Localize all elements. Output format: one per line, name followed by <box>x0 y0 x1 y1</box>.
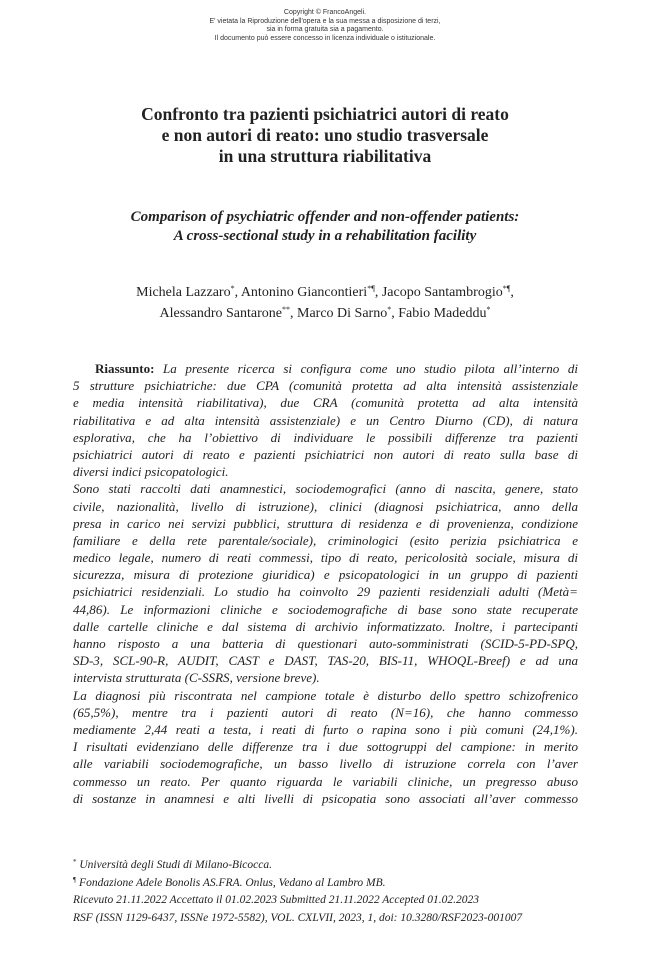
copyright-line: Il documento può essere concesso in licenza individuale o istituzionale. <box>214 34 436 42</box>
abstract-line: dalle cartelle cliniche e dal sistema di archivio informatizzato. Inoltre, i partecipanti <box>73 618 578 634</box>
title-line: A cross-sectional study in a rehabilitation facility <box>173 227 477 244</box>
author-line: Michela Lazzaro*, Antonino Giancontieri*¶, Jacopo Santambrogio*¶, <box>136 284 514 300</box>
abstract-line: intervista strutturata (C-SSRS, versione breve). <box>73 670 320 686</box>
author-mark: * <box>486 305 491 314</box>
received-dates: Ricevuto 21.11.2022 Accettato il 01.02.2023 Submitted 21.11.2022 Accepted 01.02.2023 <box>73 894 480 906</box>
title-line: e non autori di reato: uno studio trasversale <box>161 125 489 145</box>
title-english <box>40 208 610 245</box>
title-line: Comparison of psychiatric offender and non-offender patients: <box>130 209 520 225</box>
abstract-line: alle variabili sociodemografiche, un basso livello di istruzione correla con l’aver <box>73 756 578 772</box>
abstract-line: psichiatrici autori di reato e pazienti psichiatrici non autori di reato sulla base di <box>73 446 578 462</box>
author-line: Alessandro Santarone**, Marco Di Sarno*, Fabio Madeddu* <box>159 305 491 321</box>
abstract-line: 5 strutture psichiatriche: due CPA (comunità protetta ad alta intensità assistenziale <box>73 378 578 394</box>
abstract-line: e media intensità riabilitativa), due CRA (comunità protetta ad alta intensità <box>73 395 578 411</box>
author-mark: *¶ <box>367 284 375 293</box>
footnote-mark: * <box>73 858 77 866</box>
footnote-text: Fondazione Adele Bonolis AS.FRA. Onlus, Vedano al Lambro MB. <box>79 876 386 889</box>
abstract-line: Sono stati raccolti dati anamnestici, sociodemografici (anno di nascita, genere, stato <box>73 481 578 497</box>
abstract-line: 44,86). Le informazioni cliniche e sociodemografiche di base sono state recuperate <box>73 601 578 617</box>
author-mark: ** <box>282 305 290 314</box>
abstract-line: mediamente 2,44 reati a testa, i reati di furto o rapina sono i più comuni (24,1%). <box>73 721 578 737</box>
author-name: Alessandro Santarone <box>159 306 282 321</box>
abstract-line: riabilitativa e ad alta intensità assistenziale) e un Centro Diurno (CD), di natura <box>73 412 578 428</box>
author-name: Fabio Madeddu <box>398 306 487 321</box>
author-name: Marco Di Sarno <box>297 306 388 321</box>
footnote-affiliation <box>73 857 578 875</box>
copyright-notice <box>0 9 650 43</box>
abstract-line: (65,5%), mentre tra i pazienti autori di reato (N=16), che hanno commesso <box>73 704 578 720</box>
abstract-line: I risultati evidenziano delle differenze tra i due sottogruppi del campione: in merito <box>73 739 578 755</box>
abstract-line: civile, nazionalità, livello di istruzione), clinici (diagnosi psichiatrica, anno della <box>73 498 578 514</box>
abstract-line: psichiatrici residenziali. Lo studio ha coinvolto 29 pazienti residenziali adulti (Metà= <box>73 584 578 600</box>
author-mark: * <box>230 284 235 293</box>
author-mark: *¶ <box>502 284 511 293</box>
footnote-affiliation <box>73 875 578 893</box>
abstract-line: sicurezza, misura di protezione giuridica) e psicopatologici in un gruppo di pazienti <box>73 567 578 583</box>
abstract-line: di sostanze in anamnesi e alti livelli di psicopatia sono associati all’aver commesso <box>73 790 578 806</box>
footnotes <box>73 857 578 927</box>
title-line: in una struttura riabilitativa <box>218 146 432 166</box>
abstract-line: esplorativa, che ha l’obiettivo di individuare le possibili differenze tra pazienti <box>73 429 578 445</box>
abstract-line: diversi indici psicopatologici. <box>73 464 229 480</box>
abstract-line: medico legale, numero di reati commessi, tipo di reato, pericolosità sociale, misura di <box>73 550 578 566</box>
abstract-line <box>73 360 578 377</box>
copyright-line: Copyright © FrancoAngeli. <box>283 9 367 16</box>
abstract-line: commesso un reato. Per quanto riguarda le variabili cliniche, un pregresso abuso <box>73 773 578 789</box>
abstract-line: presa in carico nei servizi pubblici, struttura di residenza e di provenienza, condizione <box>73 515 578 531</box>
copyright-line: E' vietata la Riproduzione dell'opera e la sua messa a disposizione di terzi, <box>209 17 441 25</box>
title-italian <box>60 104 590 167</box>
author-name: Antonino Giancontieri <box>240 285 368 300</box>
abstract-text: La presente ricerca si configura come uno studio pilota all’interno di <box>163 361 579 376</box>
abstract-line: La diagnosi più riscontrata nel campione totale è disturbo dello spettro schizofrenico <box>73 687 578 703</box>
abstract-line: hanno risposto a una batteria di questionari auto-somministrati (SCID-5-PD-SPQ, <box>73 636 578 651</box>
abstract <box>73 360 578 807</box>
abstract-label: Riassunto: <box>95 361 155 376</box>
author-name: Michela Lazzaro <box>136 285 231 300</box>
author-mark: * <box>387 305 392 314</box>
abstract-line: familiare e della rete parentale/sociale), criminologici (esito perizia psichiatrica e <box>73 532 578 548</box>
author-name: Jacopo Santambrogio <box>381 285 503 300</box>
copyright-line: sia in forma gratuita sia a pagamento. <box>266 26 384 34</box>
abstract-line: SD-3, SCL-90-R, AUDIT, CAST e DAST, TAS-20, BIS-11, WHOQL-Breef) e ad una <box>73 653 578 669</box>
footnote-text: Università degli Studi di Milano-Bicocca. <box>79 859 272 871</box>
title-line: Confronto tra pazienti psichiatrici autori di reato <box>141 104 509 124</box>
citation: RSF (ISSN 1129-6437, ISSNe 1972-5582), VOL. CXLVII, 2023, 1, doi: 10.3280/RSF2023-001007 <box>73 911 523 924</box>
footnote-mark: ¶ <box>73 875 77 884</box>
author-list <box>40 282 610 324</box>
